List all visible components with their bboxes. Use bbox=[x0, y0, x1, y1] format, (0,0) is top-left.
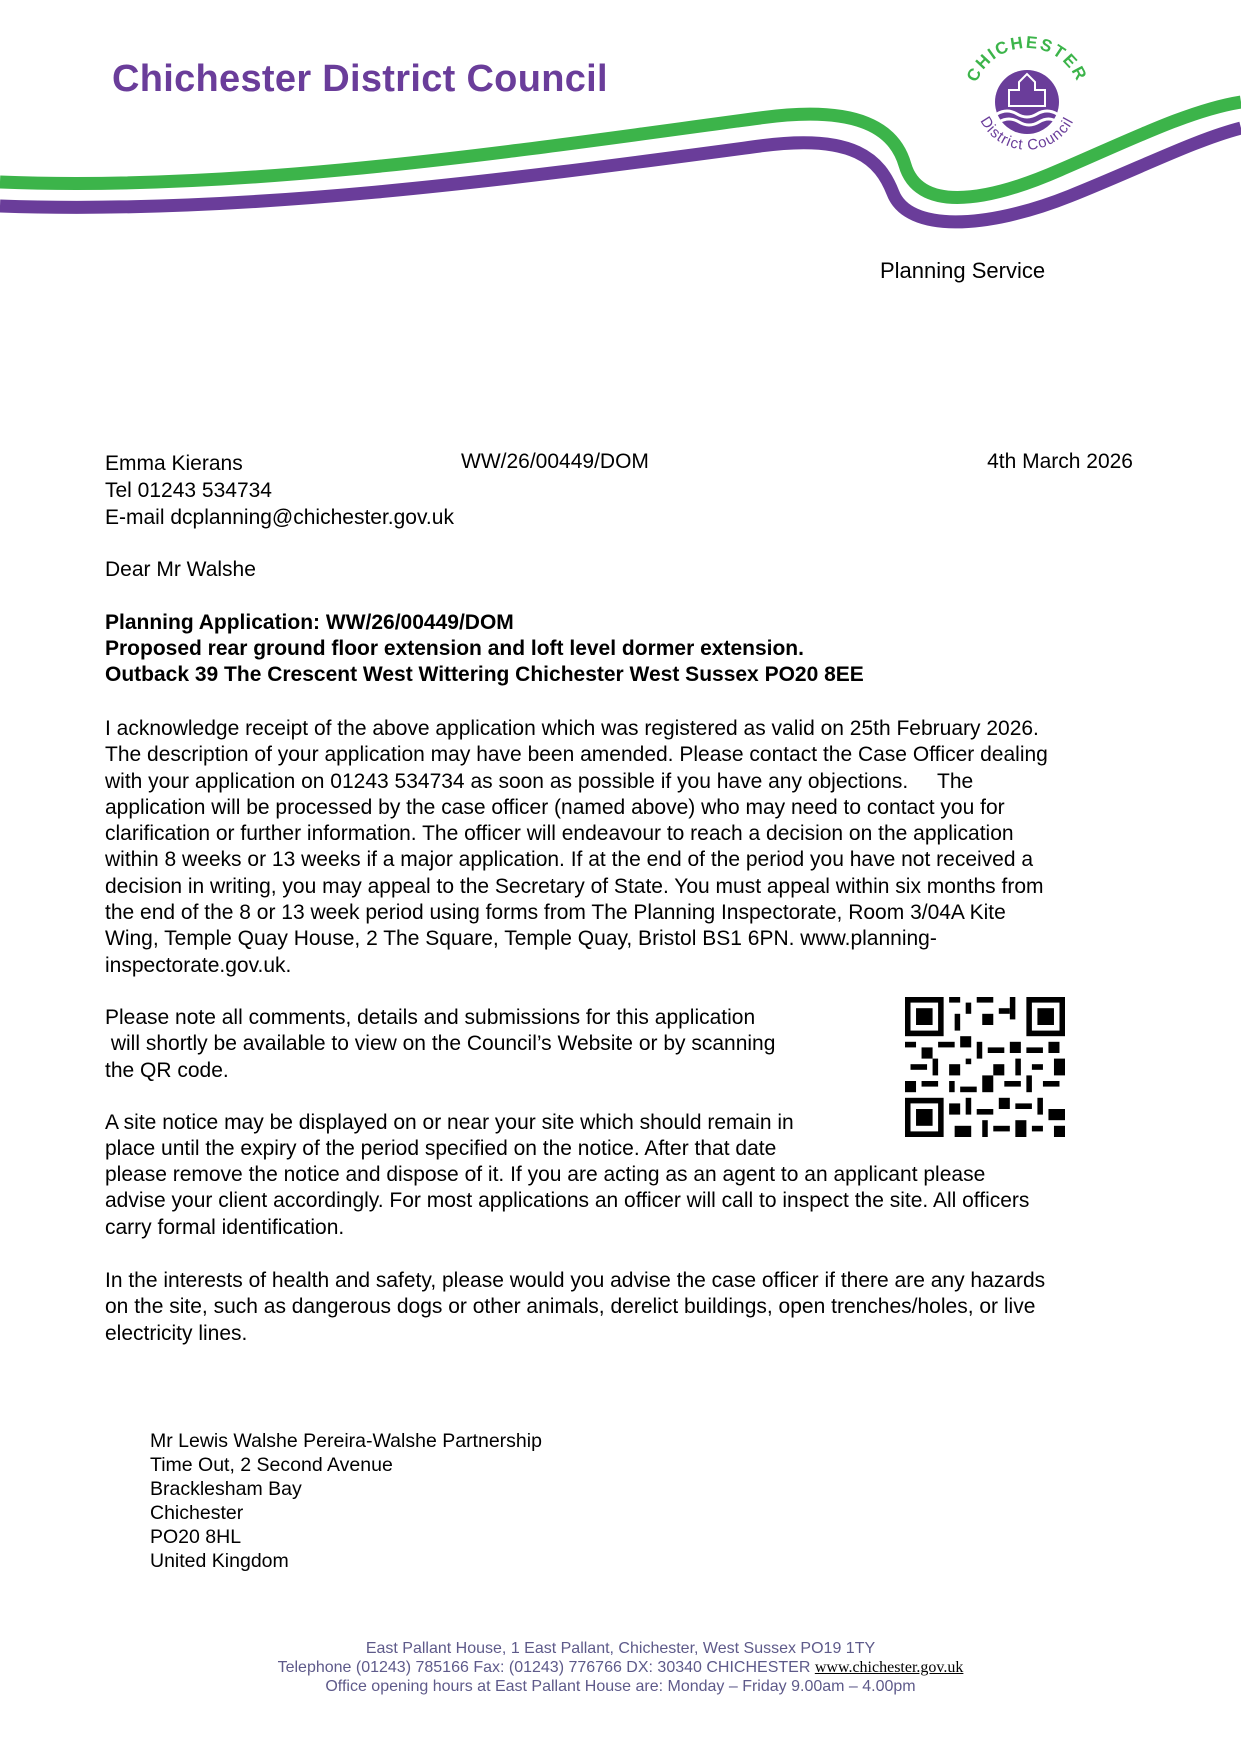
officer-details bbox=[105, 450, 454, 531]
paragraph-health-safety bbox=[105, 1268, 1135, 1347]
subject-line: Planning Application: WW/26/00449/DOM bbox=[105, 611, 514, 634]
address-line: PO20 8HL bbox=[150, 1526, 242, 1548]
address-line: United Kingdom bbox=[150, 1550, 289, 1572]
text-line: the QR code. bbox=[105, 1058, 229, 1082]
text-line: the end of the 8 or 13 week period using forms from The Planning Inspectorate, Room 3/04A Kite bbox=[105, 901, 1006, 925]
text-line: inspectorate.gov.uk. bbox=[105, 953, 292, 977]
text-line: with your application on 01243 534734 as soon as possible if you have any objections. The bbox=[105, 769, 974, 793]
subject-block bbox=[105, 610, 864, 688]
qr-code-icon bbox=[905, 997, 1065, 1137]
text-line: decision in writing, you may appeal to the Secretary of State. You must appeal within six months from bbox=[105, 874, 1044, 898]
text-line: please remove the notice and dispose of it. If you are acting as an agent to an applicant please bbox=[105, 1163, 986, 1186]
paragraph-acknowledgement bbox=[105, 716, 1135, 979]
recipient-address bbox=[150, 1429, 542, 1573]
text-line: carry formal identification. bbox=[105, 1215, 345, 1239]
footer-contact-line bbox=[0, 1658, 1241, 1677]
text-line: electricity lines. bbox=[105, 1321, 248, 1345]
logo-bottom-text: District Council bbox=[976, 113, 1078, 155]
paragraph-site-notice-top bbox=[105, 1110, 865, 1163]
service-name: Planning Service bbox=[880, 258, 1046, 283]
text-line: Please note all comments, details and submissions for this application bbox=[105, 1006, 756, 1029]
letter-date: 4th March 2026 bbox=[987, 450, 1133, 473]
subject-line: Proposed rear ground floor extension and loft level dormer extension. bbox=[105, 637, 804, 660]
council-name: Chichester District Council bbox=[112, 58, 608, 100]
address-line: Bracklesham Bay bbox=[150, 1478, 302, 1500]
logo-top-text: CHICHESTER bbox=[962, 32, 1092, 85]
address-line: Time Out, 2 Second Avenue bbox=[150, 1454, 393, 1476]
application-reference: WW/26/00449/DOM bbox=[461, 450, 649, 473]
text-line: I acknowledge receipt of the above application which was registered as valid on 25th February 2026. bbox=[105, 717, 1039, 740]
text-line: will shortly be available to view on the Council’s Website or by scanning bbox=[105, 1032, 776, 1056]
footer-address: East Pallant House, 1 East Pallant, Chichester, West Sussex PO19 1TY bbox=[365, 1640, 876, 1657]
council-logo-icon bbox=[955, 30, 1100, 175]
text-line: clarification or further information. The officer will endeavour to reach a decision on the application bbox=[105, 822, 1014, 846]
text-line: application will be processed by the case officer (named above) who may need to contact you for bbox=[105, 795, 1005, 819]
text-line: on the site, such as dangerous dogs or other animals, derelict buildings, open trenches/holes, or live bbox=[105, 1295, 1036, 1319]
text-line: within 8 weeks or 13 weeks if a major application. If at the end of the period you have not received a bbox=[105, 848, 1034, 872]
text-line: place until the expiry of the period specified on the notice. After that date bbox=[105, 1137, 777, 1161]
paragraph-site-notice-bottom bbox=[105, 1162, 1135, 1241]
officer-tel: Tel 01243 534734 bbox=[105, 479, 272, 502]
paragraph-website bbox=[105, 1005, 865, 1084]
subject-line: Outback 39 The Crescent West Wittering Chichester West Sussex PO20 8EE bbox=[105, 663, 864, 686]
text-line: advise your client accordingly. For most applications an officer will call to inspect the site. All officers bbox=[105, 1189, 1030, 1213]
footer-opening-hours: Office opening hours at East Pallant House are: Monday – Friday 9.00am – 4.00pm bbox=[325, 1678, 916, 1695]
salutation: Dear Mr Walshe bbox=[105, 558, 256, 581]
text-line: In the interests of health and safety, please would you advise the case officer if there are any hazards bbox=[105, 1269, 1046, 1292]
text-line: Wing, Temple Quay House, 2 The Square, Temple Quay, Bristol BS1 6PN. www.planning- bbox=[105, 927, 937, 951]
officer-email: E-mail dcplanning@chichester.gov.uk bbox=[105, 506, 454, 529]
text-line: The description of your application may have been amended. Please contact the Case Officer dealing bbox=[105, 743, 1048, 767]
officer-name: Emma Kierans bbox=[105, 452, 243, 475]
footer-contact: Telephone (01243) 785166 Fax: (01243) 776766 DX: 30340 CHICHESTER bbox=[277, 1659, 811, 1676]
address-line: Mr Lewis Walshe Pereira-Walshe Partnership bbox=[150, 1430, 542, 1452]
footer bbox=[0, 1639, 1241, 1696]
address-line: Chichester bbox=[150, 1502, 244, 1524]
footer-website-link[interactable]: www.chichester.gov.uk bbox=[814, 1659, 964, 1676]
text-line: A site notice may be displayed on or near your site which should remain in bbox=[105, 1111, 794, 1134]
